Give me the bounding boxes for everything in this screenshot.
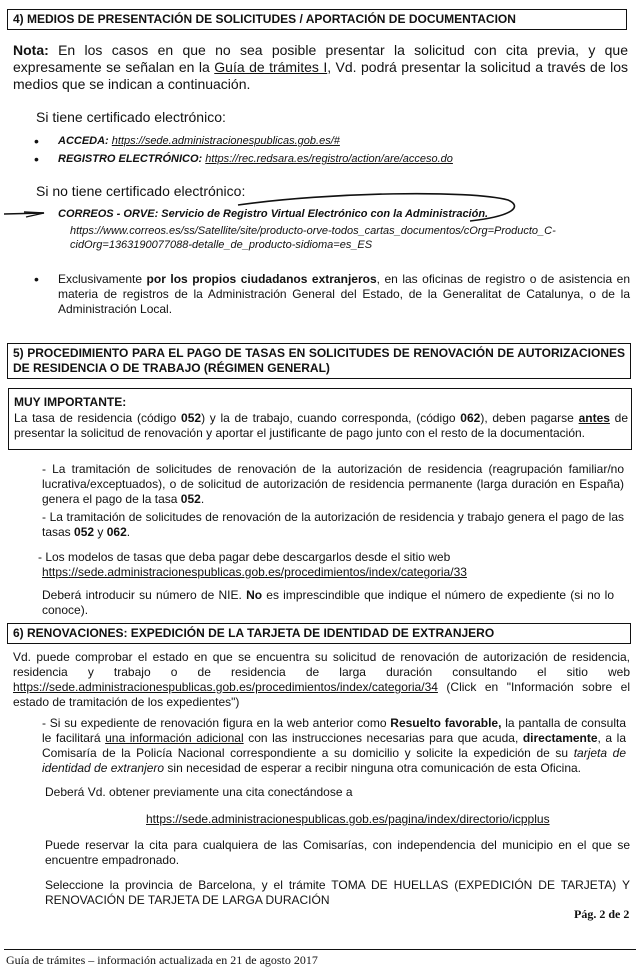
- cita-url: [146, 812, 550, 827]
- nie-note: Deberá introducir su número de NIE. No es imprescindible que indique el número de expediente (si no lo conoce).: [42, 588, 614, 617]
- provincia-text: Seleccione la provincia de Barcelona, y el trámite TOMA DE HUELLAS (EXPEDICIÓN DE TARJETA) Y RENOVACIÓN DE TARJETA DE LARGA DURACIÓN: [45, 878, 630, 907]
- bullet-dot: •: [34, 271, 39, 287]
- estado-expediente-link[interactable]: https://sede.administracionespublicas.gob.es/procedimientos/index/categoria/34: [13, 680, 438, 694]
- tasas-link[interactable]: https://sede.administracionespublicas.gob.es/procedimientos/index/categoria/33: [42, 565, 467, 579]
- section-4-heading: 4) MEDIOS DE PRESENTACIÓN DE SOLICITUDES / APORTACIÓN DE DOCUMENTACION: [7, 9, 627, 30]
- tasa-item-2: - La tramitación de solicitudes de renovación de la autorización de residencia y trabajo genera el pago de las tasas 052 y 062.: [42, 510, 624, 539]
- footer-divider: [4, 949, 636, 950]
- acceda-link[interactable]: https://sede.administracionespublicas.gob.es/#: [111, 135, 340, 147]
- correos-item: CORREOS - ORVE: Servicio de Registro Virtual Electrónico con la Administración.: [58, 208, 489, 220]
- cert-no-label: Si no tiene certificado electrónico:: [36, 183, 246, 199]
- important-text: La tasa de residencia (código 052) y la de trabajo, cuando corresponda, (código 062), deben pagarse antes de presentar la solicitud de renovación y aportar el justificante de pago junto con el resto de la documentación.: [14, 411, 628, 440]
- extranjeros-item: Exclusivamente por los propios ciudadanos extranjeros, en las oficinas de registro o de asistencia en materia de registros de la Administración General del Estado, de la Generalitat de Catalunya, o de la Administración Local.: [58, 272, 630, 316]
- cita-previa-link[interactable]: https://sede.administracionespublicas.gob.es/pagina/index/directorio/icpplus: [146, 812, 550, 826]
- tasa-item-3: - Los modelos de tasas que deba pagar debe descargarlos desde el sitio web: [38, 550, 451, 564]
- page-number: Pág. 2 de 2: [574, 907, 630, 921]
- nota-label: Nota:: [13, 42, 49, 58]
- favorable-paragraph: - Si su expediente de renovación figura en la web anterior como Resuelto favorable, la pantalla de consulta le facilitará una información adicional con las instrucciones necesarias para que acuda, directamente, a la Comisaría de la Policía Nacional correspondiente a su domicilio y solicite la expedición de su tarjeta de identidad de extranjero sin necesidad de esperar a recibir ninguna otra comunicación de esta Oficina.: [42, 716, 626, 775]
- nota-paragraph: Nota: En los casos en que no sea posible presentar la solicitud con cita previa, y que expresamente se señalan en la Guía de trámites I, Vd. podrá presentar la solicitud a través de los medios que se indican a continuación.: [13, 42, 628, 92]
- bullet-dot: •: [34, 133, 39, 149]
- section-6-heading: 6) RENOVACIONES: EXPEDICIÓN DE LA TARJETA DE IDENTIDAD DE EXTRANJERO: [7, 623, 631, 644]
- bullet-dot: •: [34, 151, 39, 167]
- guia-tramites-link[interactable]: Guía de trámites I: [214, 59, 328, 75]
- cita-text: Deberá Vd. obtener previamente una cita conectándose a: [45, 785, 353, 799]
- cert-yes-label: Si tiene certificado electrónico:: [36, 109, 226, 125]
- section-5-heading: 5) PROCEDIMIENTO PARA EL PAGO DE TASAS EN SOLICITUDES DE RENOVACIÓN DE AUTORIZACIONES DE RESIDENCIA O DE TRABAJO (RÉGIMEN GENERAL): [7, 343, 631, 379]
- registro-link[interactable]: https://rec.redsara.es/registro/action/are/acceso.do: [205, 153, 453, 165]
- correos-url: https://www.correos.es/ss/Satellite/site/producto-orve-todos_cartas_documentos/cOrg=Producto_C-cidOrg=1363190077088-detalle_de_producto-sidioma=es_ES: [70, 225, 556, 251]
- tasa-url: [42, 565, 632, 580]
- tasa-item-1: - La tramitación de solicitudes de renovación de la autorización de residencia (reagrupación familiar/no lucrativa/exceptuados), o de solicitud de autorización de residencia permanente (larga duración en España) genera el pago de la tasa 052.: [42, 462, 624, 506]
- acceda-item: ACCEDA: https://sede.administracionespublicas.gob.es/#: [58, 135, 340, 147]
- renovacion-intro: Vd. puede comprobar el estado en que se encuentra su solicitud de renovación de autorización de residencia, residencia y trabajo o de residencia de larga duración consultando el sitio web https://sede.administracionespublicas.gob.es/procedimientos/index/categoria/34 (Click en "Información sobre el estado de tramitación de los expedientes"): [13, 650, 630, 709]
- footer-text: Guía de trámites – información actualizada en 21 de agosto 2017: [6, 953, 318, 967]
- important-title: MUY IMPORTANTE:: [14, 395, 127, 409]
- registro-item: REGISTRO ELECTRÓNICO: https://rec.redsara.es/registro/action/are/acceso.do: [58, 153, 453, 165]
- reservar-text: Puede reservar la cita para cualquiera de las Comisarías, con independencia del municipio en el que se encuentre empadronado.: [45, 838, 630, 867]
